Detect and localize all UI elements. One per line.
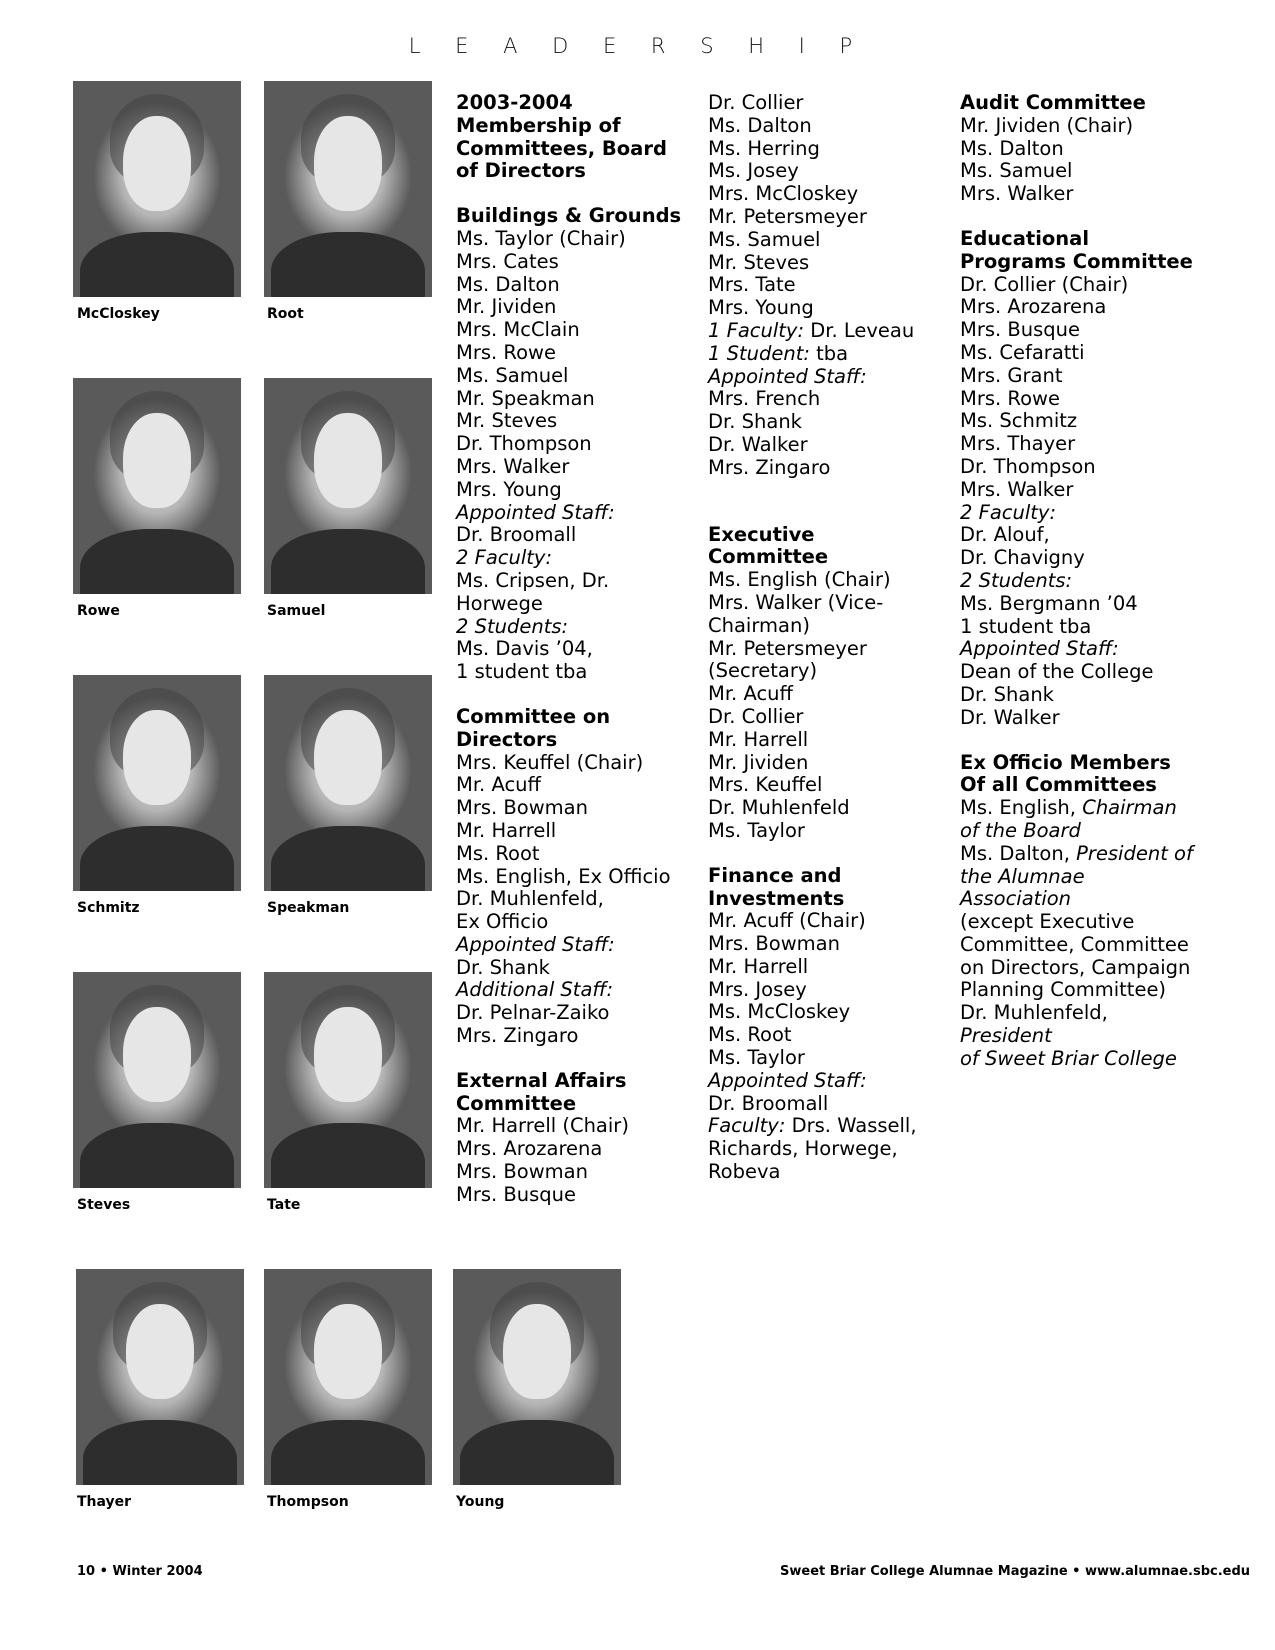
committee-column-2 xyxy=(708,92,940,1184)
committee-heading: Of all Committees xyxy=(960,773,1157,797)
member-name: Ms. Root xyxy=(456,841,540,865)
role-label: 2 Faculty: xyxy=(456,546,553,570)
member-name: Ms. Herring xyxy=(708,136,820,160)
spacer xyxy=(456,684,688,706)
committee-heading: Educational xyxy=(960,226,1090,250)
member-name: Mr. Acuff xyxy=(456,773,541,797)
member-name: Ms. Schmitz xyxy=(960,409,1078,433)
portrait-photo xyxy=(73,972,241,1188)
member-name: Ex Officio xyxy=(456,910,549,934)
member-name: Mrs. Young xyxy=(708,296,814,320)
member-name: Horwege xyxy=(456,591,543,615)
member-name: Mrs. French xyxy=(708,387,821,411)
role-title: President xyxy=(960,1024,1052,1048)
portrait-photo xyxy=(453,1269,621,1485)
member-name: Dr. Chavigny xyxy=(960,546,1085,570)
member-name: Mrs. Arozarena xyxy=(456,1137,603,1161)
member-name: Mr. Harrell xyxy=(456,818,557,842)
member-name: Committee, Committee xyxy=(960,932,1189,956)
photo-caption: Samuel xyxy=(267,603,326,619)
member-name: Mrs. Young xyxy=(456,477,562,501)
role-title: Chairman xyxy=(1082,796,1177,820)
member-name: Mrs. Cates xyxy=(456,249,559,273)
member-name: Mrs. McCloskey xyxy=(708,182,859,206)
committee-heading: Ex Officio Members xyxy=(960,750,1171,774)
member-name: Dr. Muhlenfeld xyxy=(708,796,850,820)
member-name: Ms. English (Chair) xyxy=(708,568,891,592)
member-name: on Directors, Campaign xyxy=(960,955,1191,979)
member-name: Ms. Taylor xyxy=(708,1046,805,1070)
member-name: Dr. Collier xyxy=(708,91,804,114)
member-name: Ms. Cripsen, Dr. xyxy=(456,568,610,592)
committee-heading: Directors xyxy=(456,727,558,751)
member-name: Chairman) xyxy=(708,613,810,637)
member-name: Ms. Taylor xyxy=(708,818,805,842)
role-label: 2 Faculty: xyxy=(960,500,1057,524)
committee-column-3 xyxy=(960,92,1200,1071)
photo-caption: Root xyxy=(267,306,304,322)
spacer xyxy=(708,843,940,865)
member-name: Ms. Samuel xyxy=(708,227,821,251)
photo-caption: Thayer xyxy=(77,1494,132,1510)
member-name: Dr. Collier xyxy=(708,704,804,728)
committee-heading: Executive Committee xyxy=(708,522,829,569)
spacer xyxy=(960,206,1200,228)
member-name: Dr. Broomall xyxy=(456,523,577,547)
member-name: Ms. Samuel xyxy=(960,159,1073,183)
portrait-photo xyxy=(264,972,432,1188)
portrait-photo xyxy=(264,378,432,594)
member-name: Ms. Davis ’04, xyxy=(456,637,593,661)
committee-heading: Committee on xyxy=(456,704,611,728)
member-name: 1 student tba xyxy=(456,660,588,684)
committee-heading: Investments xyxy=(708,886,845,910)
role-label: 1 Faculty: xyxy=(708,318,805,342)
committee-heading: Buildings & Grounds xyxy=(456,204,682,228)
member-name: Mrs. Zingaro xyxy=(708,455,831,479)
spacer xyxy=(456,183,688,205)
member-name: Mrs. Zingaro xyxy=(456,1024,579,1048)
role-label: 1 Student: xyxy=(708,341,810,365)
portrait-photo xyxy=(73,378,241,594)
member-name: Ms. McCloskey xyxy=(708,1000,851,1024)
member-name: Dr. Alouf, xyxy=(960,523,1050,547)
member-name: Mrs. Busque xyxy=(456,1182,577,1206)
member-name: Ms. English, xyxy=(960,796,1083,820)
member-name: tba xyxy=(809,341,849,365)
spacer xyxy=(708,480,940,502)
member-name: Mrs. McClain xyxy=(456,318,580,342)
member-name: Mr. Petersmeyer xyxy=(708,204,867,228)
member-name: Mrs. Walker xyxy=(456,454,570,478)
member-name: Mr. Jividen (Chair) xyxy=(960,113,1134,137)
member-name: Mr. Harrell xyxy=(708,954,809,978)
photo-caption: Steves xyxy=(77,1197,131,1213)
role-label: Additional Staff: xyxy=(456,978,614,1002)
footer-publication: Sweet Briar College Alumnae Magazine • www.alumnae.sbc.edu xyxy=(780,1564,1251,1579)
photo-caption: McCloskey xyxy=(77,306,160,322)
member-name: Mr. Petersmeyer xyxy=(708,636,867,660)
member-entry xyxy=(708,1115,940,1138)
photo-caption: Rowe xyxy=(77,603,120,619)
footer-page-info: 10 • Winter 2004 xyxy=(77,1564,203,1579)
role-label: Appointed Staff: xyxy=(708,364,867,388)
role-label: Appointed Staff: xyxy=(456,500,615,524)
photo-caption: Schmitz xyxy=(77,900,140,916)
committee-heading: Programs Committee xyxy=(960,249,1193,273)
role-label: Appointed Staff: xyxy=(708,1068,867,1092)
role-label: the Alumnae Association xyxy=(960,864,1085,911)
committee-column-1 xyxy=(456,92,688,1207)
member-entry xyxy=(708,320,940,343)
photo-caption: Young xyxy=(456,1494,505,1510)
member-name: Mrs. Thayer xyxy=(960,432,1076,456)
member-name: Ms. Bergmann ’04 xyxy=(960,591,1138,615)
member-name: (except Executive xyxy=(960,910,1135,934)
member-name: Mrs. Grant xyxy=(960,363,1063,387)
member-name: Mr. Harrell (Chair) xyxy=(456,1114,629,1138)
committee-heading: Committees, Board xyxy=(456,136,667,160)
portrait-photo xyxy=(73,81,241,297)
committee-heading: Membership of xyxy=(456,113,621,137)
member-name: Mrs. Keuffel xyxy=(708,773,823,797)
spacer xyxy=(708,502,940,524)
member-name: Dr. Shank xyxy=(708,410,802,434)
committee-heading: of Directors xyxy=(456,159,586,183)
member-name: Mr. Acuff xyxy=(708,682,793,706)
member-name: Dr. Walker xyxy=(708,432,808,456)
member-name: Mrs. Walker xyxy=(960,182,1074,206)
member-name: Dr. Pelnar-Zaiko xyxy=(456,1001,610,1025)
member-name: Dr. Shank xyxy=(456,955,550,979)
member-name: Ms. Samuel xyxy=(456,363,569,387)
member-name: Robeva xyxy=(708,1160,781,1184)
member-name: Dr. Muhlenfeld, xyxy=(960,1001,1108,1025)
member-name: Richards, Horwege, xyxy=(708,1137,898,1161)
member-name: Ms. Dalton xyxy=(960,136,1064,160)
member-name: Mrs. Rowe xyxy=(456,340,556,364)
portrait-photo xyxy=(264,1269,432,1485)
member-name: Mrs. Bowman xyxy=(456,1160,588,1184)
member-entry xyxy=(708,343,940,366)
member-name: Ms. Cefaratti xyxy=(960,340,1085,364)
member-name: Mrs. Bowman xyxy=(708,932,840,956)
member-name: Mrs. Busque xyxy=(960,318,1081,342)
portrait-photo xyxy=(76,1269,244,1485)
photo-caption: Tate xyxy=(267,1197,301,1213)
member-name: Mr. Jividen xyxy=(708,750,809,774)
member-name: Mr. Speakman xyxy=(456,386,595,410)
member-name: Drs. Wassell, xyxy=(785,1114,917,1138)
member-entry xyxy=(960,843,1200,866)
member-name: Mrs. Arozarena xyxy=(960,295,1107,319)
portrait-photo xyxy=(264,675,432,891)
committee-heading: 2003-2004 xyxy=(456,91,573,114)
role-title: President of xyxy=(1076,841,1193,865)
member-name: Dean of the College xyxy=(960,660,1154,684)
role-label: Faculty: xyxy=(708,1114,786,1138)
portrait-photo xyxy=(73,675,241,891)
committee-heading: External Affairs xyxy=(456,1068,627,1092)
member-name: Mr. Harrell xyxy=(708,727,809,751)
member-name: Ms. Dalton, xyxy=(960,841,1077,865)
member-name: Mr. Steves xyxy=(456,409,558,433)
member-name: Mrs. Walker (Vice- xyxy=(708,590,884,614)
member-name: Dr. Thompson xyxy=(960,454,1096,478)
member-name: Mr. Jividen xyxy=(456,295,557,319)
spacer xyxy=(456,1048,688,1070)
photo-caption: Speakman xyxy=(267,900,350,916)
member-name: Mr. Steves xyxy=(708,250,810,274)
member-name: Mrs. Keuffel (Chair) xyxy=(456,750,644,774)
portrait-photo xyxy=(264,81,432,297)
member-name: Ms. English, Ex Officio xyxy=(456,864,671,888)
committee-heading: Finance and xyxy=(708,863,842,887)
member-name: Dr. Thompson xyxy=(456,432,592,456)
member-name: Ms. Dalton xyxy=(456,272,560,296)
member-name: Mrs. Bowman xyxy=(456,796,588,820)
member-name: Dr. Broomall xyxy=(708,1091,829,1115)
member-name: Ms. Root xyxy=(708,1023,792,1047)
member-name: Dr. Muhlenfeld, xyxy=(456,887,604,911)
member-name: Mrs. Tate xyxy=(708,273,796,297)
member-entry xyxy=(960,797,1200,820)
role-label: Appointed Staff: xyxy=(456,932,615,956)
member-name: Ms. Dalton xyxy=(708,113,812,137)
spacer xyxy=(960,730,1200,752)
role-label: Appointed Staff: xyxy=(960,637,1119,661)
member-name: Ms. Taylor (Chair) xyxy=(456,226,626,250)
role-label: of the Board xyxy=(960,818,1081,842)
member-name: Dr. Leveau xyxy=(804,318,915,342)
member-name: Mr. Acuff (Chair) xyxy=(708,909,866,933)
committee-heading: Audit Committee xyxy=(960,91,1146,114)
member-name: (Secretary) xyxy=(708,659,818,683)
committee-heading: Committee xyxy=(456,1091,577,1115)
member-name: Dr. Walker xyxy=(960,705,1060,729)
member-name: Planning Committee) xyxy=(960,978,1167,1002)
member-entry xyxy=(960,1002,1200,1048)
member-name: Dr. Collier (Chair) xyxy=(960,272,1129,296)
member-name: Dr. Shank xyxy=(960,682,1054,706)
member-name: Mrs. Walker xyxy=(960,477,1074,501)
member-name: Ms. Josey xyxy=(708,159,799,183)
member-name: Mrs. Josey xyxy=(708,977,807,1001)
role-label: 2 Students: xyxy=(960,568,1073,592)
role-label: of Sweet Briar College xyxy=(960,1046,1177,1070)
page-header: L E A D E R S H I P xyxy=(408,34,867,58)
member-name: Mrs. Rowe xyxy=(960,386,1060,410)
role-label: 2 Students: xyxy=(456,614,569,638)
photo-caption: Thompson xyxy=(267,1494,349,1510)
member-name: 1 student tba xyxy=(960,614,1092,638)
